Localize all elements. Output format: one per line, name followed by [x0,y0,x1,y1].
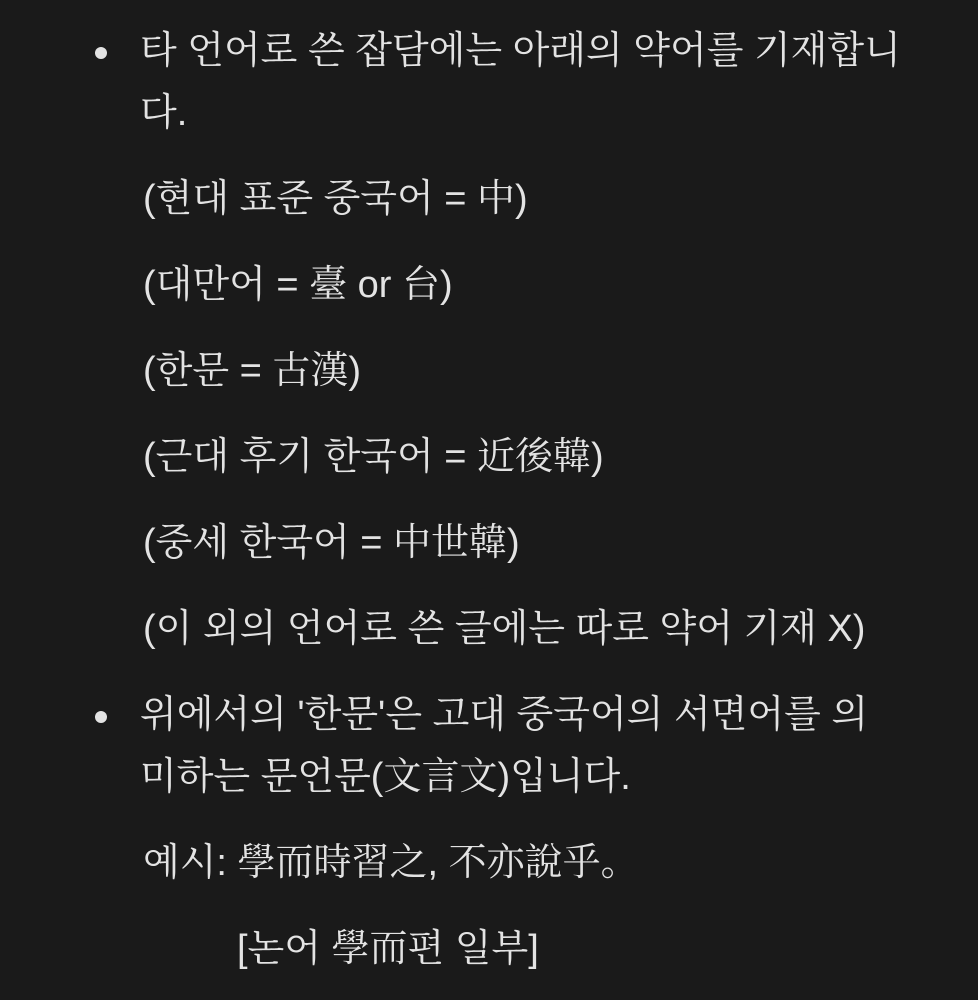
abbr-modern-standard-chinese: (현대 표준 중국어 = 中) [143,178,528,220]
bullet-item-hanmun-definition [0,684,978,808]
abbr-taiwanese: (대만어 = 臺 or 台) [143,264,453,306]
example-line: 예시: 學而時習之, 不亦說乎。 [143,842,639,884]
bullet-icon [95,711,107,723]
definition-line-1: 위에서의 '한문'은 고대 중국어의 서면어를 의 [140,694,869,736]
bullet-item-abbreviation-rule [0,20,978,144]
rule-line-2: 다. [140,92,188,134]
abbr-middle-korean: (중세 한국어 = 中世韓) [143,522,520,564]
abbr-other-languages-note: (이 외의 언어로 쓴 글에는 따로 약어 기재 X) [143,608,866,650]
abbr-hanmun: (한문 = 古漢) [143,350,362,392]
definition-line-2: 미하는 문언문(文言文)입니다. [140,756,631,798]
source-citation-line: [논어 學而편 일부] [237,928,539,970]
abbr-late-modern-korean: (근대 후기 한국어 = 近後韓) [143,436,604,478]
bullet-icon [95,47,107,59]
rule-line-1: 타 언어로 쓴 잡담에는 아래의 약어를 기재합니 [140,30,901,72]
